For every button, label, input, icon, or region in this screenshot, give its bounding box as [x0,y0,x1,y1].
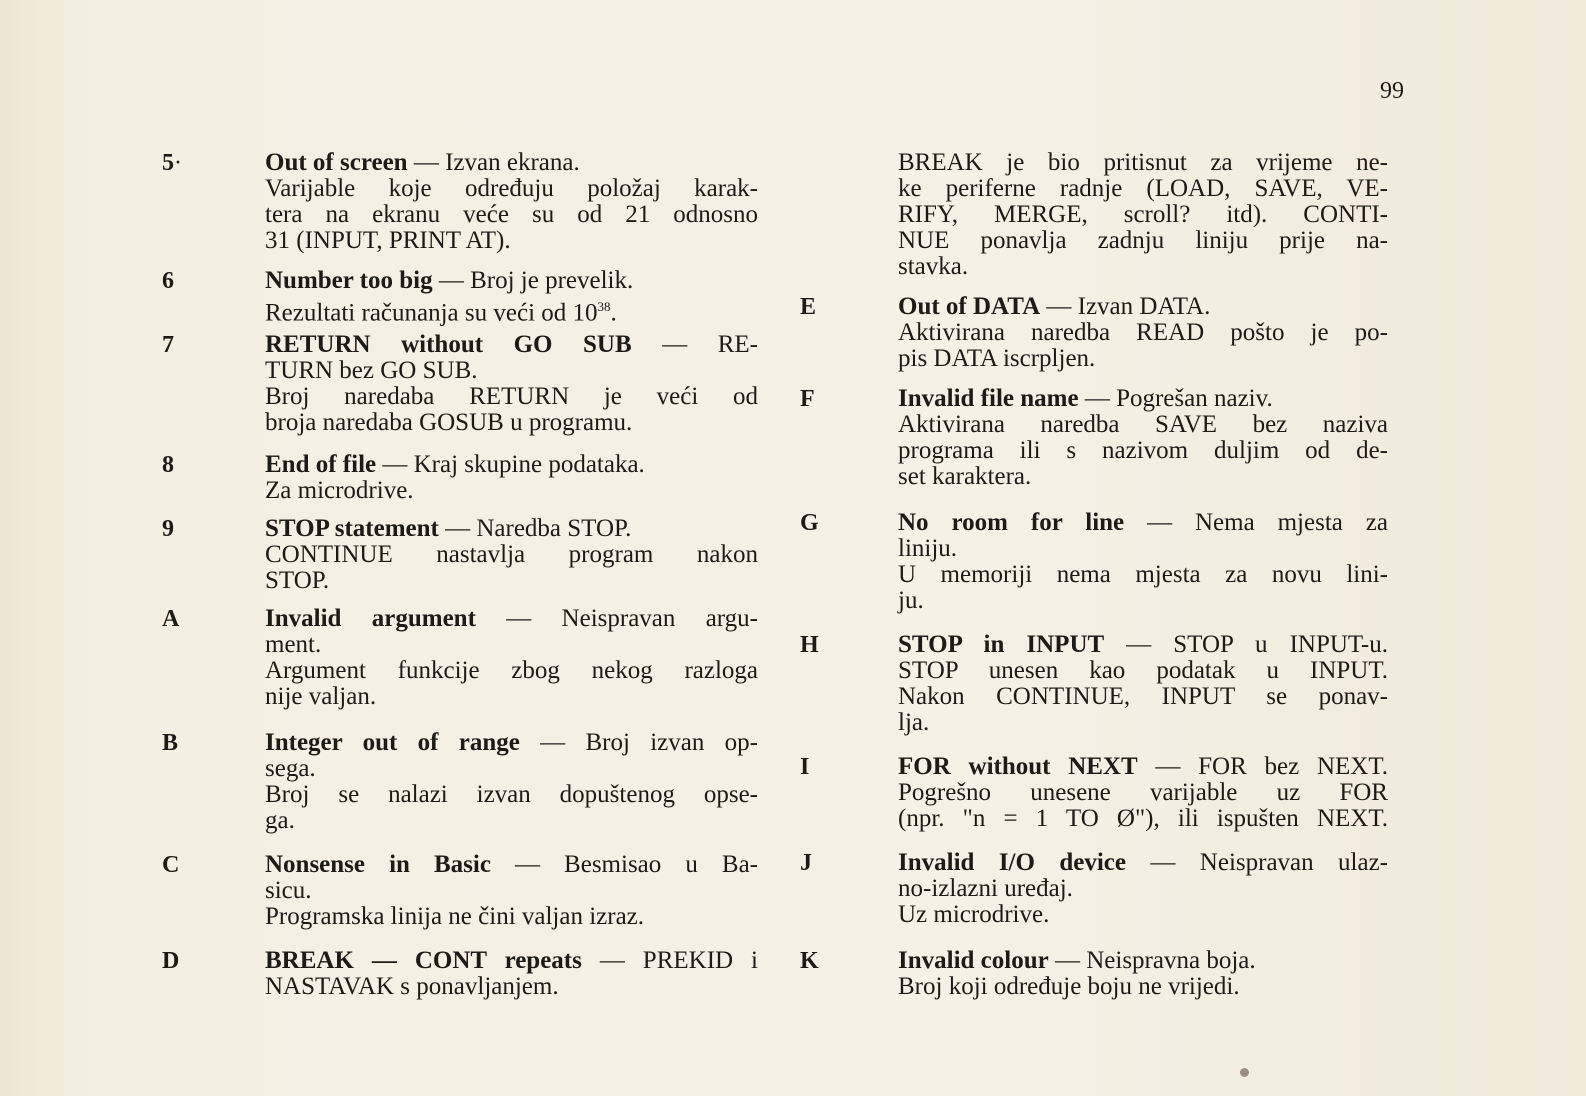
line-text: ke periferne radnje (LOAD, SAVE, VE- [898,175,1388,202]
description-line [265,516,758,542]
line-text: BREAK je bio pritisnut za vrijeme ne- [898,149,1388,176]
error-description [265,730,758,834]
error-title: RETURN without GO SUB [265,331,632,358]
description-line [265,332,758,358]
error-title: Invalid colour [898,947,1049,974]
description-line [898,386,1388,412]
description-line [898,536,1388,562]
description-line [265,384,758,410]
line-text: Nakon CONTINUE, INPUT se ponav- [898,683,1388,710]
error-translation: — RE- [631,331,758,358]
error-code: D [162,948,180,974]
line-text: TURN bez GO SUB. [265,357,478,384]
line-text: (npr. "n = 1 TO Ø"), ili ispušten NEXT. [898,805,1388,832]
description-line [265,542,758,568]
paper-spot [1240,1068,1249,1077]
error-description [898,754,1388,832]
description-line [898,346,1388,372]
line-text: set karaktera. [898,463,1032,490]
description-line [898,464,1388,490]
line-text: lja. [898,709,930,736]
line-text: ga. [265,807,295,834]
description-line [898,710,1388,736]
error-code: F [800,386,815,412]
error-code: I [800,754,810,780]
error-title: Invalid argument [265,605,476,632]
line-text: sega. [265,755,316,782]
error-code: G [800,510,819,536]
error-code: 7 [162,332,174,358]
description-line [265,756,758,782]
line-text: Broj se nalazi izvan dopuštenog opse- [265,781,758,808]
line-text: STOP. [265,567,330,594]
error-description [898,850,1388,928]
error-description [898,948,1388,1000]
line-text: Broj koji određuje boju ne vrijedi. [898,973,1240,1000]
error-title: Invalid I/O device [898,849,1126,876]
line-text: 31 (INPUT, PRINT AT). [265,227,511,254]
description-line [265,410,758,436]
line-text: pis DATA iscrpljen. [898,345,1096,372]
line-text: no-izlazni uređaj. [898,875,1073,902]
error-description [265,452,758,504]
error-translation: — Izvan ekrana. [407,149,580,176]
description-line [265,294,758,326]
error-title: Nonsense in Basic [265,851,491,878]
error-description [898,632,1388,736]
error-translation: — Besmisao u Ba- [490,851,758,878]
description-line [265,730,758,756]
error-translation: — PREKID i [581,947,758,974]
error-translation: — Pogrešan naziv. [1078,385,1273,412]
line-text: ment. [265,631,322,658]
error-translation: — STOP u INPUT-u. [1104,631,1388,658]
error-title: Out of screen [265,149,408,176]
error-translation: — Naredba STOP. [438,515,632,542]
description-line [265,358,758,384]
description-line [898,948,1388,974]
description-line [265,632,758,658]
error-title: End of file [265,451,377,478]
code-mark: · [174,150,182,176]
error-code: A [162,606,180,632]
description-line [898,850,1388,876]
error-translation: — Izvan DATA. [1040,293,1211,320]
error-description [265,332,758,436]
error-description [265,606,758,710]
description-line [898,588,1388,614]
description-line [265,974,758,1000]
error-description [265,852,758,930]
error-title: No room for line [898,509,1125,536]
error-title: Out of DATA [898,293,1041,320]
line-text: Programska linija ne čini valjan izraz. [265,903,645,930]
error-code: B [162,730,179,756]
error-code: 6 [162,268,174,294]
error-translation: — Kraj skupine podataka. [376,451,645,478]
description-line [898,780,1388,806]
description-line [265,228,758,254]
description-line [898,320,1388,346]
description-line [265,478,758,504]
description-line [898,974,1388,1000]
description-line [898,510,1388,536]
description-line [898,562,1388,588]
error-translation: — Nema mjesta za [1124,509,1388,536]
error-title: FOR without NEXT [898,753,1138,780]
line-text: NASTAVAK s ponavljanjem. [265,973,559,1000]
error-description [898,510,1388,614]
line-text: U memoriji nema mjesta za novu lini- [898,561,1388,588]
description-line [265,568,758,594]
error-title: Integer out of range [265,729,520,756]
line-text: NUE ponavlja zadnju liniju prije na- [898,227,1388,254]
description-line [265,878,758,904]
line-text: Uz microdrive. [898,901,1050,928]
error-code: H [800,632,819,658]
description-line [265,684,758,710]
line-text: Argument funkcije zbog nekog razloga [265,657,758,684]
line-text: broja naredaba GOSUB u programu. [265,409,633,436]
line-text: CONTINUE nastavlja program nakon [265,541,758,568]
description-line [898,294,1388,320]
line-text: sicu. [265,877,312,904]
description-line [898,228,1388,254]
error-translation: — Neispravan ulaz- [1126,849,1389,876]
description-line [898,412,1388,438]
error-description [898,294,1388,372]
description-line [265,176,758,202]
line-text: liniju. [898,535,958,562]
description-line [898,254,1388,280]
description-line [265,852,758,878]
description-line [898,202,1388,228]
page-number: 99 [1380,78,1404,104]
description-line [898,176,1388,202]
line-text: programa ili s nazivom duljim od de- [898,437,1388,464]
line-text: Aktivirana naredba READ pošto je po- [898,319,1388,346]
description-line [265,606,758,632]
description-line [898,150,1388,176]
description-line [898,876,1388,902]
error-description [265,948,758,1000]
description-line [898,658,1388,684]
error-code: 8 [162,452,174,478]
error-title: Number too big [265,267,433,294]
error-title: STOP in INPUT [898,631,1105,658]
description-line [265,948,758,974]
description-line [265,782,758,808]
description-line [898,632,1388,658]
line-text: Aktivirana naredba SAVE bez naziva [898,411,1388,438]
error-translation: — Neispravna boja. [1048,947,1256,974]
description-line [898,754,1388,780]
error-translation: — Broj izvan op- [519,729,758,756]
line-text: Varijable koje određuju položaj karak- [265,175,758,202]
description-line [898,684,1388,710]
description-line [265,904,758,930]
description-line [265,268,758,294]
line-text: Broj naredaba RETURN je veći od [265,383,758,410]
line-text: stavka. [898,253,969,280]
line-text: Pogrešno unesene varijable uz FOR [898,779,1388,806]
line-suffix: . [610,299,617,327]
error-translation: — Broj je prevelik. [432,267,634,294]
error-description [265,268,758,326]
error-description [265,150,758,254]
line-text: RIFY, MERGE, scroll? itd). CONTI- [898,201,1388,228]
line-text: Za microdrive. [265,477,414,504]
error-description [898,150,1388,280]
line-text: ju. [898,587,924,614]
error-code: 5· [162,150,182,176]
description-line [898,902,1388,928]
error-translation: — FOR bez NEXT. [1137,753,1389,780]
description-line [265,202,758,228]
error-description [265,516,758,594]
description-line [265,658,758,684]
line-text: Rezultati računanja su veći od 10 [265,299,598,327]
line-text: STOP unesen kao podatak u INPUT. [898,657,1388,684]
error-code: K [800,948,819,974]
error-title: Invalid file name [898,385,1079,412]
error-code: 9 [162,516,174,542]
description-line [265,452,758,478]
error-code: C [162,852,180,878]
line-text: tera na ekranu veće su od 21 odnosno [265,201,758,228]
description-line [265,150,758,176]
error-title: STOP statement [265,515,439,542]
description-line [898,438,1388,464]
error-title: BREAK — CONT repeats [265,947,582,974]
exponent: 38 [597,299,611,314]
description-line [898,806,1388,832]
error-code: E [800,294,817,320]
error-description [898,386,1388,490]
description-line [265,808,758,834]
error-code: J [800,850,812,876]
line-text: nije valjan. [265,683,377,710]
error-translation: — Neispravan argu- [475,605,758,632]
